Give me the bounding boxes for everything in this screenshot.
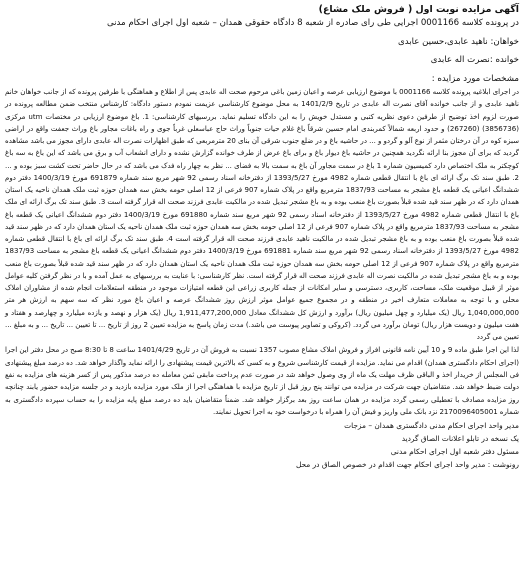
copy-to-line: یک نسخه در تابلو اعلانات الصاق گردید [401, 433, 519, 443]
auction-paragraph: لذا این اجرا طبق ماده 9 و 10 آیین نامه قانونی افراز و فروش املاک مشاع مصوب 1357 نسبت به فروش آن در تاریخ 1401/4/29 ساعت 8 تا 8:30 صبح در محل دفتر این اجرا (اجرای احکام دادگستری همدان) اقدام می نماید. مزایده از قیمت کارشناسی شروع و به کسی که بالاترین قیمت پیشنهادی را ارائه نماید واگذار خواهد شد. ده درصد مبلغ پیشنهادی فی المجلس از خریدار اخذ و الباقی ظرف مهلت یک ماه از وی وصول خواهد شد در صورت عدم پرداخت مابقی ثمن معامله ده درصد مذکور پس از کسر هزینه های مزایده به نفع دولت ضبط خواهد شد. متقاضیان جهت شرکت در مزایده می توانند پنج روز قبل از تاریخ مزایده با هماهنگی اجرا از ملک مورد مزایده بازدید و در جلسه مزایده حضور یابند چنانچه روز مزایده مصادف با تعطیلی رسمی گردد مزایده در همان ساعت روز بعد برگزار خواهد شد. ضمناً متقاضیان باید ده درصد مبلغ پایه مزایده را به حساب سپرده دادگستری به شماره 2170096405001 نزد بانک ملی واریز و فیش آن را همراه با درخواست خود به اجرا تحویل نمایند. [5, 345, 519, 417]
signature-line: مسئول دفتر شعبه اول اجرای احکام مدنی [390, 446, 519, 456]
property-heading: مشخصات مورد مزایده : [431, 73, 519, 84]
auction-notice [5, 3, 519, 573]
plaintiff-line: خواهان: ناهید عابدی،حسین عابدی [398, 36, 519, 47]
rownevesht-line: رونوشت : مدیر واحد اجرای احکام جهت اقدام در خصوص الصاق در محل [295, 459, 519, 469]
notice-title: آگهی مزایده نوبت اول ( فروش ملک مشاع) [318, 4, 519, 15]
office-line: مدیر واحد اجرای احکام مدنی دادگستری همدان – مزجات [344, 420, 519, 430]
body-paragraph: در اجرای ابلاغیه پرونده کلاسه 0001166 با موضوع ارزیابی عرصه و اعیان زمین باغی مرحوم صحت اله عابدی پس از اطلاع و هماهنگی با طرفین پرونده که از جانب خواهان خانم ناهید عابدی و از جانب خوانده آقای نصرت اله عابدی در تاریخ 1401/2/9 به محل موضوع کارشناسی عزیمت نمودم دستور دادگاه: کارشناس منتخب ضمن مطالعه پرونده در صورت لزوم اخذ توضیح از طرفین دعوی نظریه کتبی و مستدل خویش را به این دادگاه تسلیم نماید. بررسیهای کارشناسی: 1. باغ موضوع ارزیابی در مختصات utm مرکزی (3856736) (267260) و حدود اربعه شمالاً کمربندی امام حسین شرقاً باغ غلام حیات جنوباً وراث حاج عباسعلی غرباً جوی و راه باغات مجاور باغ وراث جعفت واقع در اراضی سبزه کوه در آن درختان مثمر از نوع آلو و گردو و ... در حاشیه باغ و در ضلع جنوب شرقی آن بنای 20 مترمربعی که طبق اظهارات نصرت اله عابدی دارای مجوز می باشد مشاهده گردید که برای آن مجوز بنا ارائه نگردید همچنین در حاشیه باغ دیوار باغ و برای باغ عرض از طرف خوانده گزارش نشده و دارای انشعاب آب و برق می باشد که این باغ به سه باغ کوچکتر به ملک اختصاص دارد کمیسیون شماره 1 باغ در سمت مجاور آن باغ به سمت بالا به فضای ... نظر به چهار راه فدک می باشد که در حال حاضر تحت کشت سبز بوده و ... 2. طبق سند تک برگ ارائه ای باغ با انتقال قطعی شماره 4982 مورخ 1393/5/27 از دفترخانه اسناد رسمی 92 شهر مربع سند شماره 691879 مورخ 1400/3/19 دفتر دوم ششدانگ اعیانی یک قطعه باغ مشجر به مساحت 1837/93 مترمربع واقع در پلاک شماره 907 فرعی از 12 اصلی حومه بخش سه همدان حوزه ثبت ملک همدان ناحیه یک استان همدان دارد که در ظهر سند قید شده قبلاً بصورت باغ منعب بوده و به باغ مشجر تبدیل شده در مالکیت عابدی فرزند صحت اله قرار گرفته است 3. طبق سند تک برگ ارائه ای ملک باغ با انتقال قطعی شماره 4982 مورخ 1393/5/27 از دفترخانه اسناد رسمی 92 شهر مربع سند شماره 691880 مورخ 1400/3/19 دفتر دوم ششدانگ اعیانی یک قطعه باغ مشجر به مساحت 1837/93 مترمربع واقع در پلاک شماره 907 فرعی از 12 اصلی حومه بخش سه همدان حوزه ثبت ملک همدان ناحیه یک استان همدان دارد که در ظهر سند قید شده قبلاً بصورت باغ منعب بوده و به باغ مشجر تبدیل شده در مالکیت ناهید عابدی فرزند صحت اله قرار گرفته است 4. طبق سند تک برگ ارائه ای باغ با انتقال قطعی شماره 4982 مورخ 1393/5/27 از دفترخانه اسناد رسمی 92 شهر مربع سند شماره 691881 مورخ 1400/3/19 دفتر دوم ششدانگ اعیانی یک قطعه باغ مشجر به مساحت 1837/93 مترمربع واقع در پلاک شماره 907 فرعی از 12 اصلی حومه بخش سه همدان حوزه ثبت ملک همدان ناحیه یک استان همدان دارد که در ظهر سند قید شده قبلاً بصورت باغ منعب بوده و به باغ مشجر تبدیل شده در مالکیت نصرت اله عابدی فرزند صحت اله قرار گرفته است. نظر کارشناسی: با عنایت به بررسیهای به عمل آمده و با در نظر گرفتن کلیه عوامل موثر از قبیل موقعیت ملک، مساحت، کاربری، دسترسی و سایر امکانات از جمله کاربری زراعی این قطعه امتیازات موجود در منطقه استعلامات انجام شده از مشاوران املاک محلی و با توجه به معاملات متعارف اخیر در منطقه و در مجموع جمیع عوامل موثر ارزش روز ششدانگ عرصه و اعیان باغ مورد نظر که سه سهم به ارزش هر متر 1,040,000,000 ریال (یک میلیارد و چهل میلیون ریال) برآورد و ارزش کل ششدانگ معادل 1,911,477,200,000 ریال (یک هزار و نهصد و یازده میلیارد و چهارصد و هفتاد و هفت میلیون و دویست هزار ریال) تومان برآورد می گردد. (کروکی و تصاویر پیوست می باشد.) مدت زمان پاسخ به مزایده تعیین 2 روز از تاریخ ... تا تعیین ... تاریخ ... و به مبلغ ... تعیین می گردد [5, 87, 520, 341]
defendant-line: خوانده :نصرت اله عابدی [430, 55, 519, 65]
case-line: در پرونده کلاسه 0001166 اجرایی طی رای صادره از شعبه 8 دادگاه حقوقی همدان – شعبه اول اجرای احکام مدنی [106, 18, 519, 28]
